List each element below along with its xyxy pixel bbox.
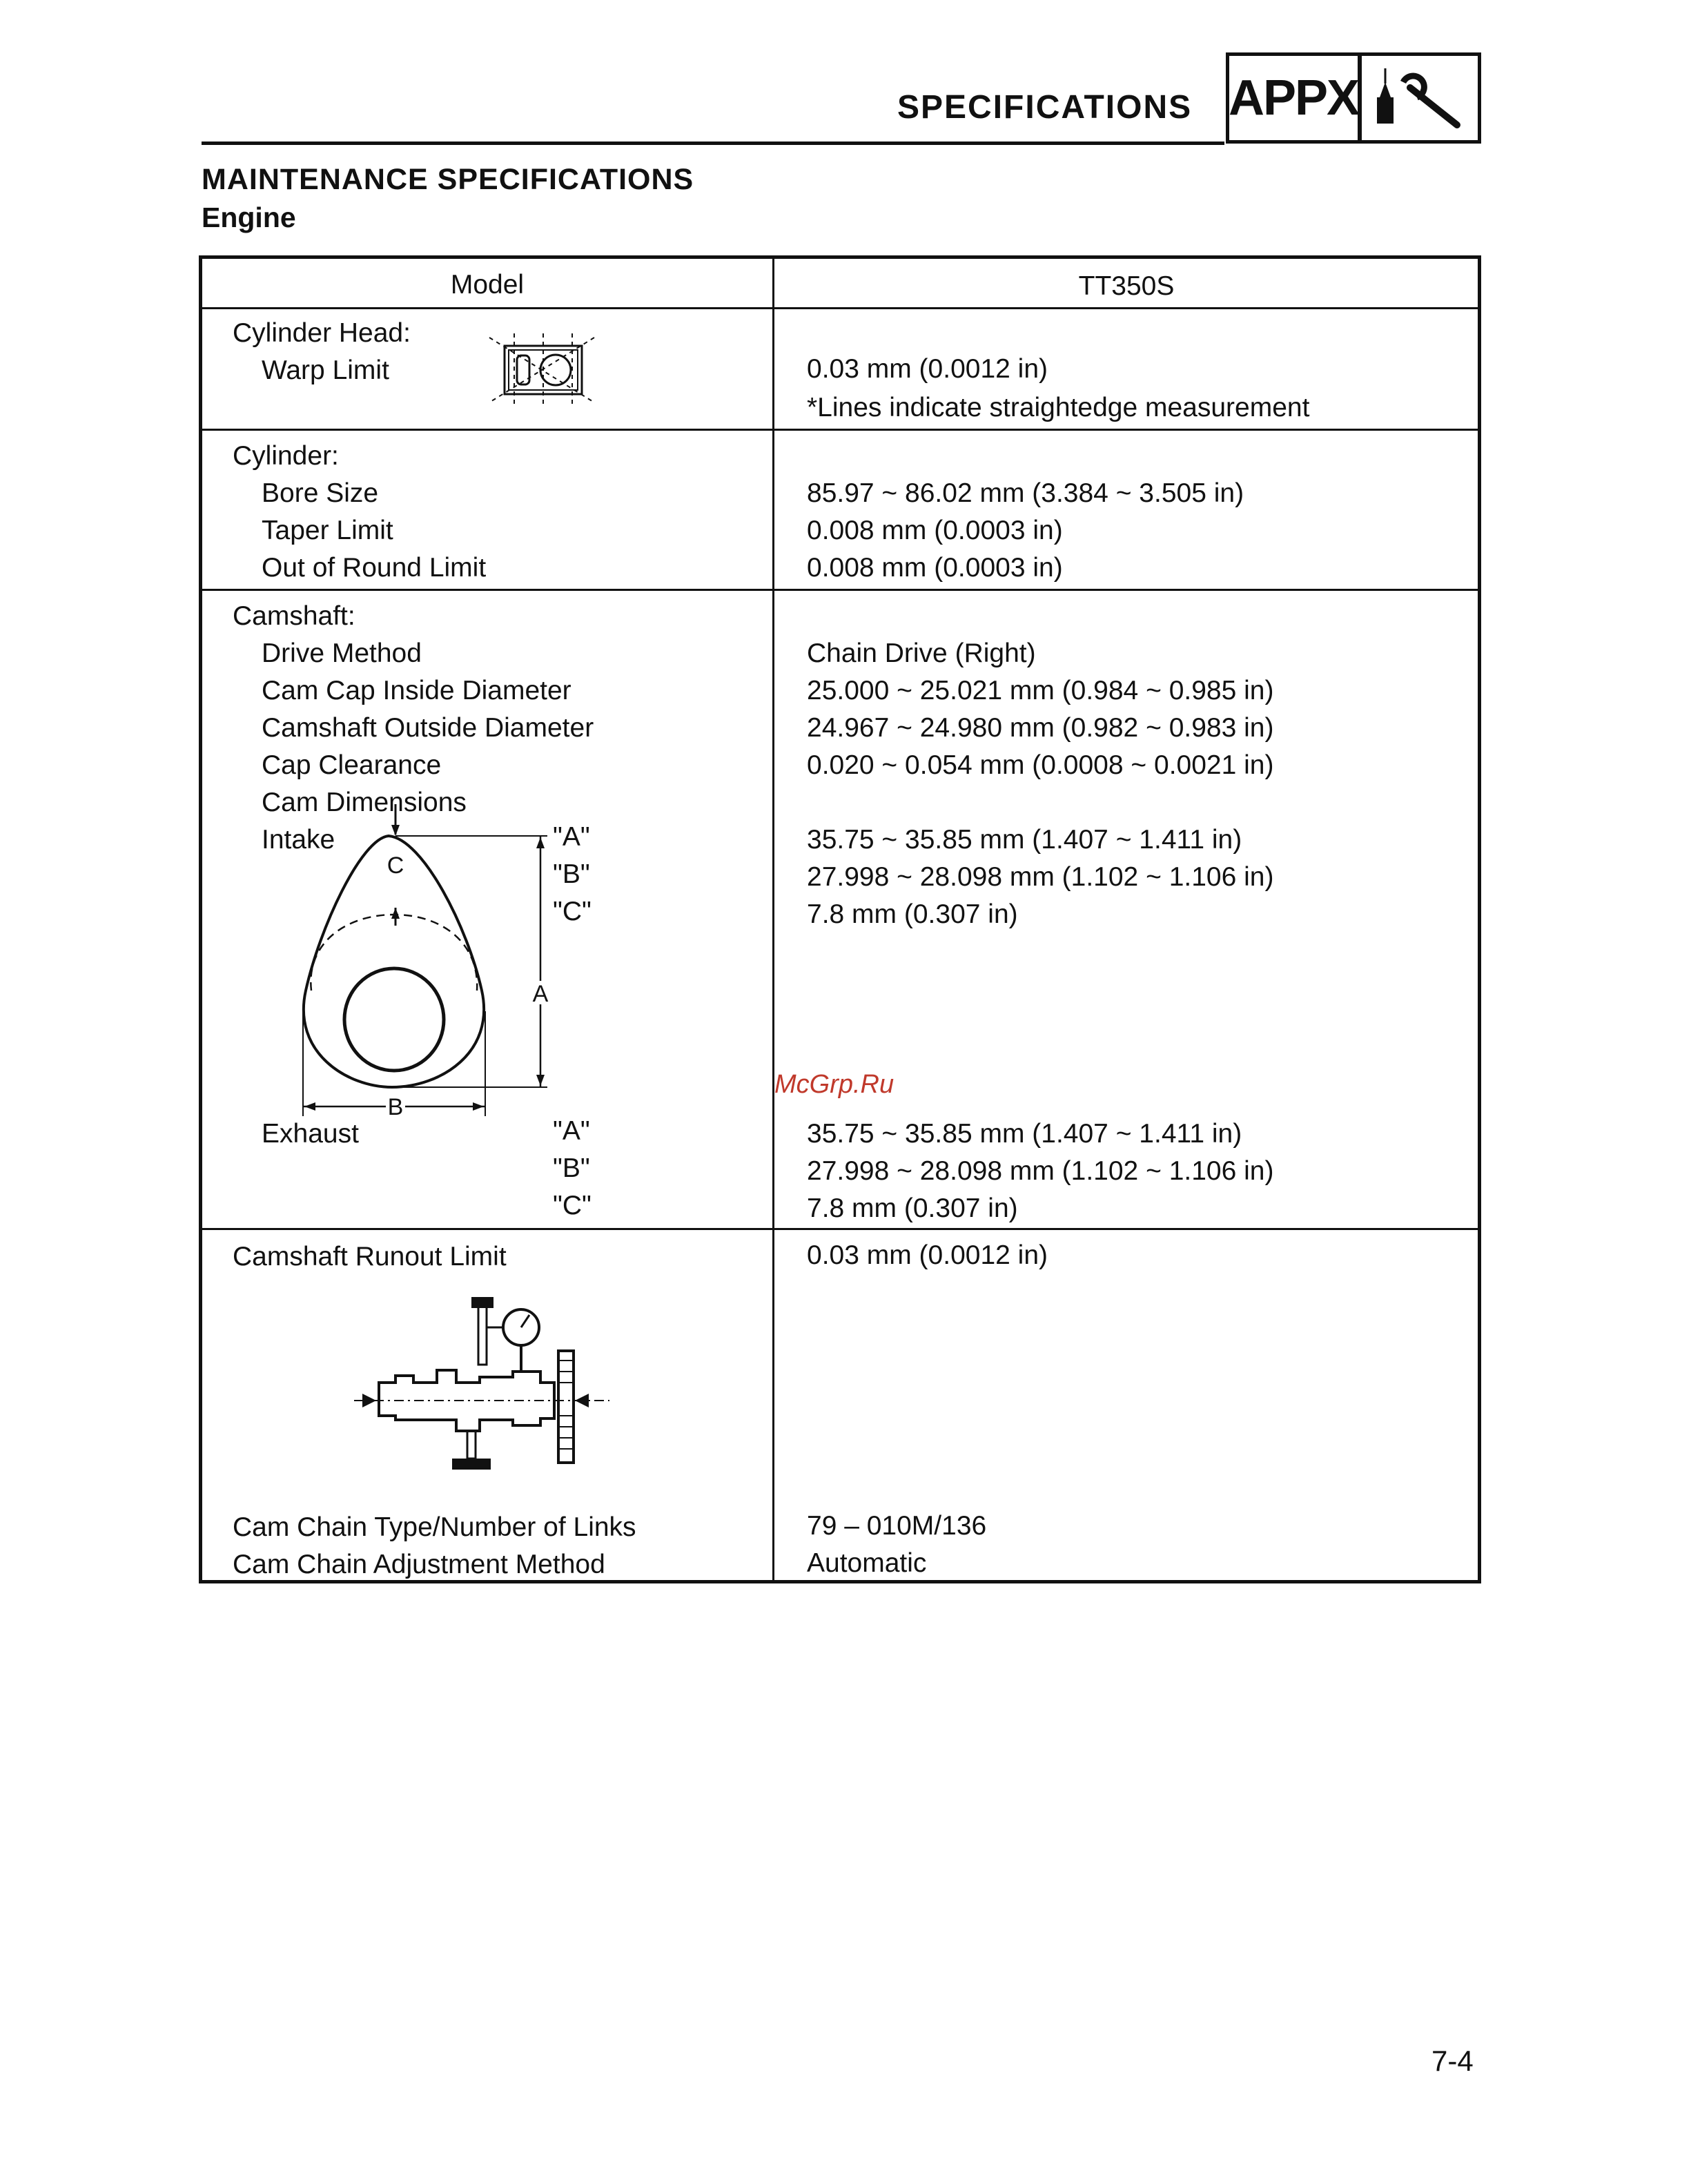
chain-adjustment-label: Cam Chain Adjustment Method <box>233 1550 605 1579</box>
section-title: MAINTENANCE SPECIFICATIONS <box>202 163 694 196</box>
row-divider <box>202 307 1478 309</box>
cylinder-head-diagram <box>487 331 597 411</box>
watermark: McGrp.Ru <box>774 1070 895 1099</box>
tools-icon <box>1358 52 1481 144</box>
bore-size-value: 85.97 ~ 86.02 mm (3.384 ~ 3.505 in) <box>807 478 1244 508</box>
out-of-round-value: 0.008 mm (0.0003 in) <box>807 553 1063 583</box>
exhaust-b-value: 27.998 ~ 28.098 mm (1.102 ~ 1.106 in) <box>807 1156 1274 1186</box>
header-title: SPECIFICATIONS <box>897 89 1193 126</box>
taper-limit-value: 0.008 mm (0.0003 in) <box>807 516 1063 545</box>
camshaft-runout-diagram <box>354 1294 616 1476</box>
column-header-model: Model <box>450 270 525 300</box>
exhaust-dim-a: "A" <box>553 1116 590 1146</box>
cam-dimensions-label: Cam Dimensions <box>262 788 467 817</box>
camshaft-od-value: 24.967 ~ 24.980 mm (0.982 ~ 0.983 in) <box>807 713 1274 743</box>
header-rule <box>202 142 1224 145</box>
camshaft-od-label: Camshaft Outside Diameter <box>262 713 594 743</box>
exhaust-c-value: 7.8 mm (0.307 in) <box>807 1193 1018 1223</box>
section-subtitle: Engine <box>202 202 296 233</box>
intake-dim-b: "B" <box>553 859 590 889</box>
diagram-label-a: A <box>532 981 549 1007</box>
warp-limit-value: 0.03 mm (0.0012 in) <box>807 354 1048 384</box>
page-number: 7-4 <box>1431 2045 1474 2077</box>
cam-lobe-diagram <box>292 804 554 1122</box>
bore-size-label: Bore Size <box>262 478 379 508</box>
cylinder-title: Cylinder: <box>233 441 339 471</box>
drive-method-value: Chain Drive (Right) <box>807 638 1036 668</box>
row-divider <box>202 429 1478 431</box>
chain-type-value: 79 – 010M/136 <box>807 1511 987 1541</box>
chain-adjustment-value: Automatic <box>807 1548 927 1578</box>
intake-c-value: 7.8 mm (0.307 in) <box>807 899 1018 929</box>
cap-clearance-label: Cap Clearance <box>262 750 442 780</box>
warp-limit-label: Warp Limit <box>262 355 389 385</box>
cylinder-head-title: Cylinder Head: <box>233 318 411 348</box>
chain-type-label: Cam Chain Type/Number of Links <box>233 1512 636 1542</box>
row-divider <box>202 589 1478 591</box>
diagram-label-b: B <box>387 1094 404 1120</box>
intake-dim-c: "C" <box>553 897 592 926</box>
column-divider <box>772 259 774 1580</box>
diagram-label-c: C <box>387 852 404 879</box>
warp-limit-note: *Lines indicate straightedge measurement <box>807 393 1310 422</box>
appx-badge: APPX <box>1226 52 1361 144</box>
exhaust-dim-b: "B" <box>553 1153 590 1183</box>
row-divider <box>202 1228 1478 1230</box>
drive-method-label: Drive Method <box>262 638 422 668</box>
intake-dim-a: "A" <box>553 822 590 852</box>
runout-limit-label: Camshaft Runout Limit <box>233 1242 507 1271</box>
camshaft-title: Camshaft: <box>233 601 355 631</box>
exhaust-a-value: 35.75 ~ 35.85 mm (1.407 ~ 1.411 in) <box>807 1119 1242 1149</box>
spec-table <box>199 255 1481 1583</box>
intake-a-value: 35.75 ~ 35.85 mm (1.407 ~ 1.411 in) <box>807 825 1242 855</box>
column-header-value: TT350S <box>1078 271 1175 301</box>
exhaust-dim-c: "C" <box>553 1191 592 1220</box>
intake-b-value: 27.998 ~ 28.098 mm (1.102 ~ 1.106 in) <box>807 862 1274 892</box>
out-of-round-label: Out of Round Limit <box>262 553 487 583</box>
runout-limit-value: 0.03 mm (0.0012 in) <box>807 1240 1048 1270</box>
cap-clearance-value: 0.020 ~ 0.054 mm (0.0008 ~ 0.0021 in) <box>807 750 1274 780</box>
cam-cap-id-label: Cam Cap Inside Diameter <box>262 676 571 705</box>
exhaust-label: Exhaust <box>262 1119 359 1149</box>
cam-cap-id-value: 25.000 ~ 25.021 mm (0.984 ~ 0.985 in) <box>807 676 1274 705</box>
taper-limit-label: Taper Limit <box>262 516 393 545</box>
intake-label: Intake <box>262 825 335 855</box>
